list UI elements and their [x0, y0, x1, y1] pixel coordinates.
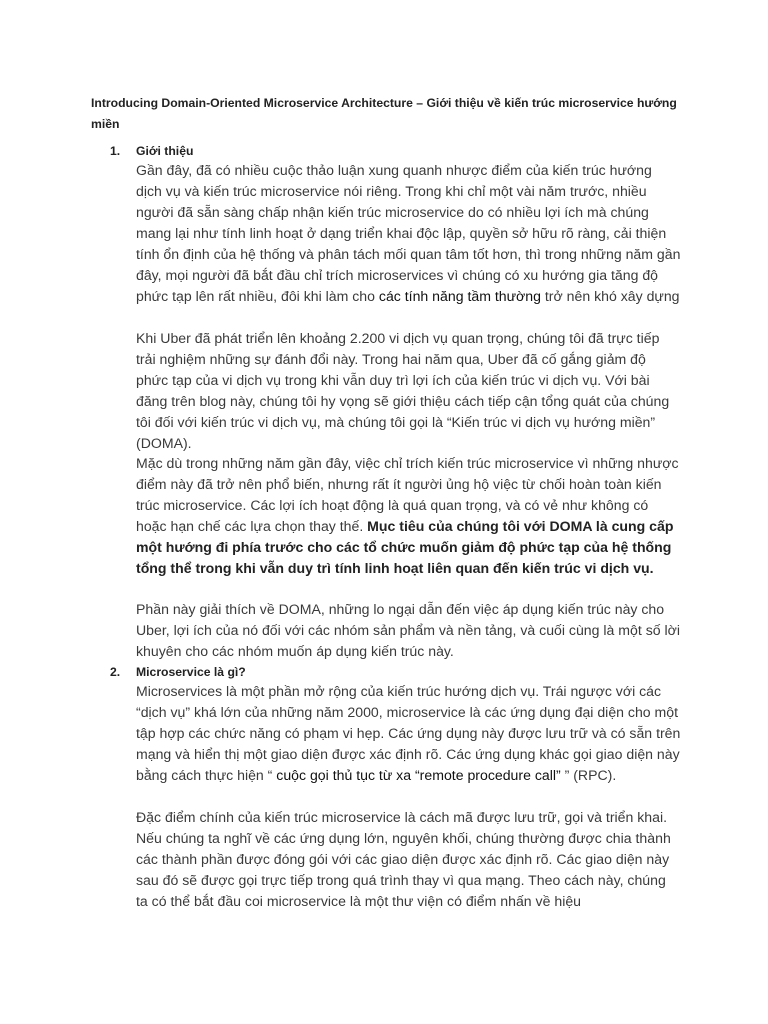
document-title: Introducing Domain-Oriented Microservice Architecture – Giới thiệu về kiến trúc microservice hướng miền	[91, 96, 677, 131]
section-title: Giới thiệu	[136, 144, 194, 158]
paragraph-text: Microservices là một phần mở rộng của kiến trúc hướng dịch vụ. Trái ngược với các “dịch vụ” khá lớn của những năm 2000, microservice là các ứng dụng đại diện cho một tập hợp các chức năng có phạm vi hẹp. Các ứng dụng này được lưu trữ và có sẵn trên mạng và hiển thị một giao diện được xác định rõ. Các ứng dụng khác gọi giao diện này bằng cách thực hiện “	[136, 683, 681, 783]
inline-link[interactable]: cuộc gọi thủ tục từ xa “remote procedure call”	[276, 767, 561, 783]
section-title: Microservice là gì?	[136, 665, 246, 679]
paragraph-text: Gần đây, đã có nhiều cuộc thảo luận xung quanh nhược điểm của kiến trúc hướng dịch vụ và kiến trúc microservice nói riêng. Trong khi chỉ một vài năm trước, nhiều người đã sẵn sàng chấp nhận kiến trúc microservice do có nhiều lợi ích mà chúng mang lại như tính linh hoạt ở dạng triển khai độc lập, quyền sở hữu rõ ràng, cải thiện tính ổn định của hệ thống và phân tách mối quan tâm tốt hơn, thì trong những năm gần đây, mọi người đã bắt đầu chỉ trích microservices vì chúng có xu hướng gia tăng độ phức tạp lên rất nhiều, đôi khi làm cho	[136, 162, 681, 304]
paragraph: Khi Uber đã phát triển lên khoảng 2.200 vi dịch vụ quan trọng, chúng tôi đã trực tiếp trải nghiệm những sự đánh đổi này. Trong hai năm qua, Uber đã cố gắng giảm độ phức tạp của vi dịch vụ trong khi vẫn duy trì lợi ích của kiến trúc vi dịch vụ. Với bài đăng trên blog này, chúng tôi hy vọng sẽ giới thiệu cách tiếp cận tổng quát của chúng tôi đối với kiến trúc vi dịch vụ, mà chúng tôi gọi là “Kiến trúc vi dịch vụ hướng miền” (DOMA).	[136, 330, 670, 451]
section-number: 2.	[110, 665, 121, 679]
paragraph-text: trở nên khó xây dựng	[540, 288, 680, 304]
section-heading	[110, 141, 193, 161]
paragraph	[136, 160, 681, 307]
paragraph	[136, 453, 681, 579]
bold-statement: Mục tiêu của chúng tôi với DOMA là cung cấp một hướng đi phía trước cho các tổ chức muốn giảm độ phức tạp của hệ thống tổng thể trong khi vẫn duy trì tính linh hoạt liên quan đến kiến trúc vi dịch vụ.	[136, 518, 674, 576]
section-number: 1.	[110, 144, 121, 158]
paragraph: Đặc điểm chính của kiến trúc microservice là cách mã được lưu trữ, gọi và triển khai. Nếu chúng ta nghĩ về các ứng dụng lớn, nguyên khối, chúng thường được chia thành các thành phần được đóng gói với các giao diện được xác định rõ. Các giao diện này sau đó sẽ được gọi trực tiếp trong quá trình thay vì qua mạng. Theo cách này, chúng ta có thể bắt đầu coi microservice là một thư viện có điểm nhấn về hiệu	[136, 809, 671, 909]
paragraph-text: Mặc dù trong những năm gần đây, việc chỉ trích kiến trúc microservice vì những nhược điểm này đã trở nên phổ biến, nhưng rất ít người ủng hộ việc từ chối hoàn toàn kiến trúc microservice. Các lợi ích hoạt động là quá quan trọng, và có vẻ như không có hoặc hạn chế các lựa chọn thay thế.	[136, 455, 679, 534]
paragraph: Phần này giải thích về DOMA, những lo ngại dẫn đến việc áp dụng kiến trúc này cho Uber, lợi ích của nó đối với các nhóm sản phẩm và nền tảng, và cuối cùng là một số lời khuyên cho các nhóm muốn áp dụng kiến trúc này.	[136, 601, 680, 659]
paragraph	[136, 681, 681, 786]
section-heading	[110, 662, 246, 682]
inline-link[interactable]: các tính năng tầm thường	[378, 288, 541, 304]
paragraph-text: ” (RPC).	[560, 767, 617, 783]
